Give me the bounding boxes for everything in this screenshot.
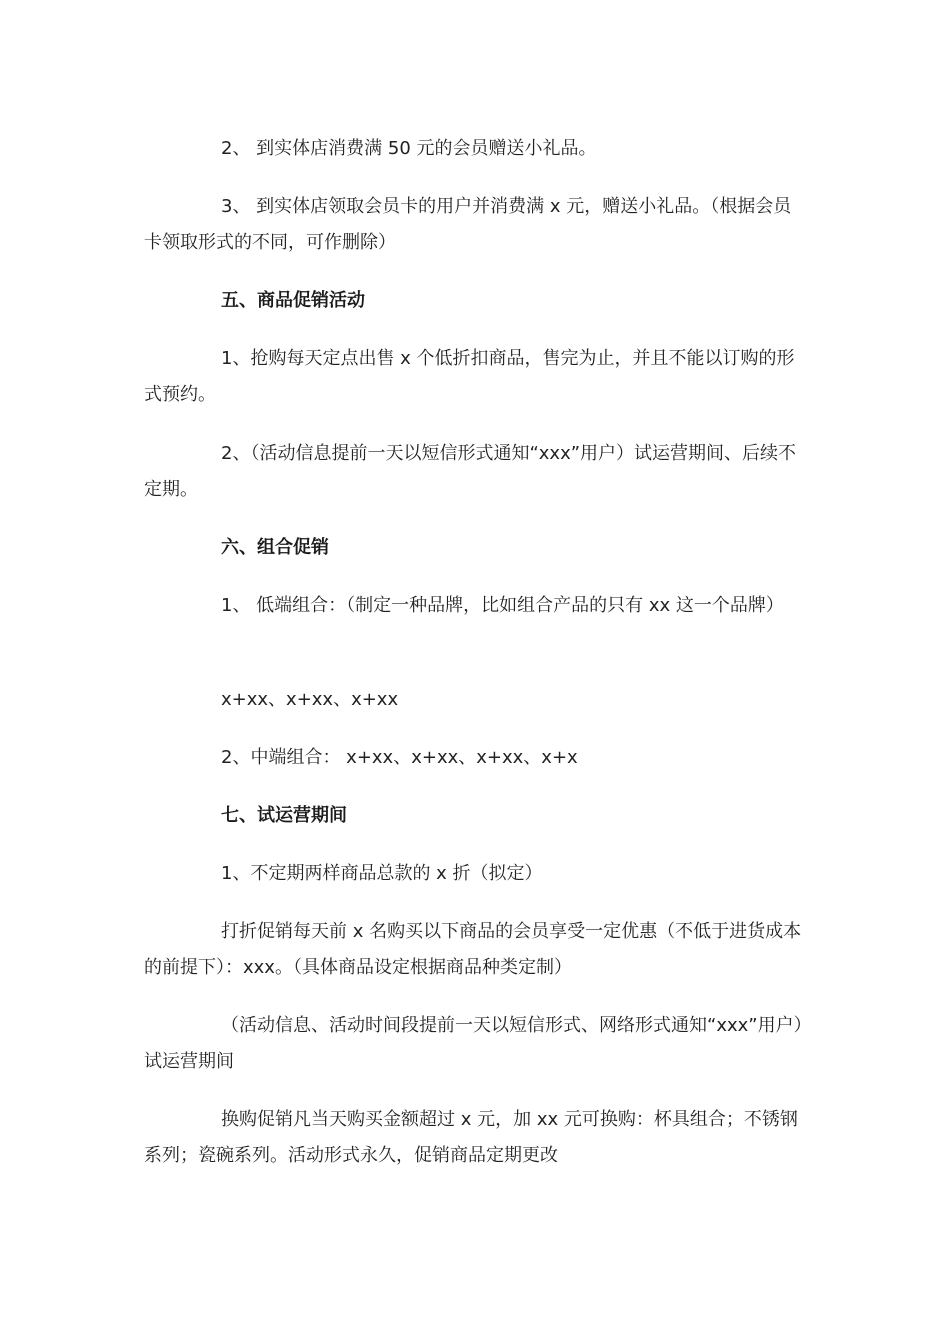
paragraph-sms-notice: 2、（活动信息提前一天以短信形式通知“xxx”用户）试运营期间、后续不定期。 [144,443,797,500]
paragraph-flash-sale: 1、抢购每天定点出售 x 个低折扣商品，售完为止，并且不能以订购的形式预约。 [144,348,795,405]
paragraph-discount-promotion: 打折促销每天前 x 名购买以下商品的会员享受一定优惠（不低于进货成本的前提下）：xxx。（具体商品设定根据商品种类定制） [144,921,802,978]
paragraph-member-card-gift: 3、 到实体店领取会员卡的用户并消费满 x 元，赠送小礼品。（根据会员卡领取形式的不同，可作删除） [144,196,792,253]
section-heading-product-promotion: 五、商品促销活动 [221,290,365,311]
paragraph-activity-notice: （活动信息、活动时间段提前一天以短信形式、网络形式通知“xxx”用户）试运营期间 [144,1015,803,1072]
paragraph-low-end-bundle: 1、 低端组合：（制定一种品牌，比如组合产品的只有 xx 这一个品牌） [221,595,784,616]
paragraph-exchange-promotion: 换购促销凡当天购买金额超过 x 元，加 xx 元可换购：杯具组合；不锈钢系列；瓷碗系列。活动形式永久，促销商品定期更改 [144,1109,798,1166]
section-heading-bundle-promotion: 六、组合促销 [221,537,329,558]
paragraph-mid-end-bundle: 2、中端组合： x+xx、x+xx、x+xx、x+x [221,747,578,768]
paragraph-gift-50: 2、 到实体店消费满 50 元的会员赠送小礼品。 [221,138,597,159]
section-heading-trial-operation: 七、试运营期间 [221,805,347,826]
paragraph-two-item-discount: 1、不定期两样商品总款的 x 折（拟定） [221,863,543,884]
paragraph-low-end-combos: x+xx、x+xx、x+xx [221,689,399,710]
